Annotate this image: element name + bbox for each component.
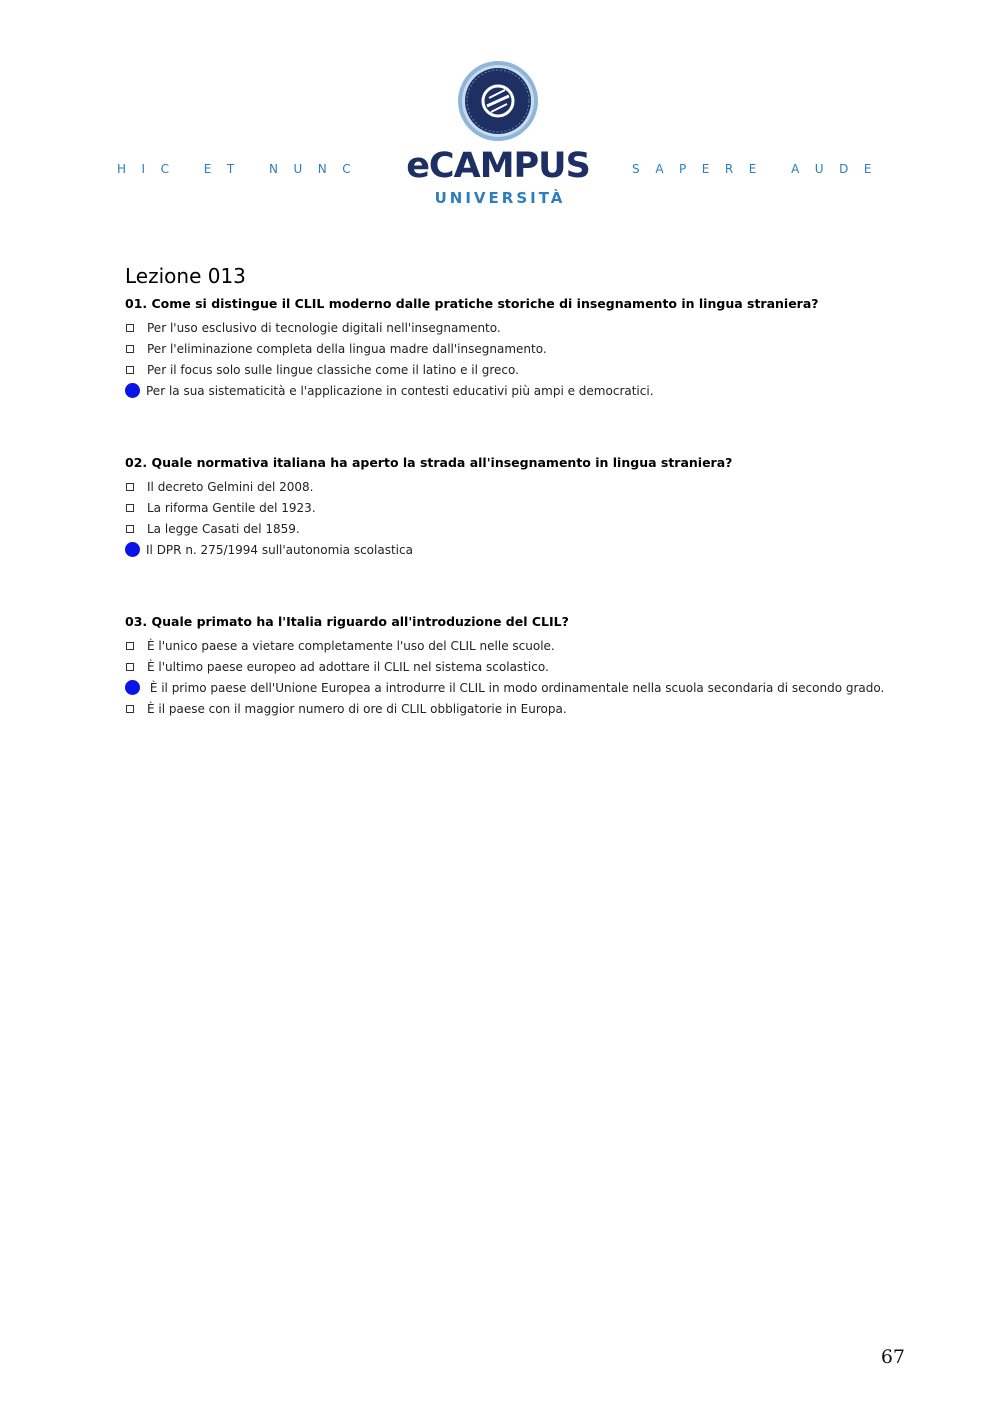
option-text: Il DPR n. 275/1994 sull'autonomia scolastica bbox=[146, 542, 413, 557]
checkbox-icon bbox=[126, 366, 134, 374]
option-text: È l'unico paese a vietare completamente l'uso del CLIL nelle scuole. bbox=[147, 638, 555, 653]
option-text: Per il focus solo sulle lingue classiche come il latino e il greco. bbox=[147, 362, 519, 377]
page-header bbox=[0, 0, 1000, 230]
answer-option bbox=[125, 338, 905, 359]
question-3 bbox=[125, 614, 905, 719]
option-text: Per l'uso esclusivo di tecnologie digitali nell'insegnamento. bbox=[147, 320, 501, 335]
checkbox-icon bbox=[126, 504, 134, 512]
brand-logo-text: eCAMPUS bbox=[406, 146, 590, 186]
correct-answer-dot-icon bbox=[125, 542, 140, 557]
answer-option bbox=[125, 656, 905, 677]
option-text: È il paese con il maggior numero di ore di CLIL obbligatorie in Europa. bbox=[147, 701, 567, 716]
checkbox-icon bbox=[126, 642, 134, 650]
question-2 bbox=[125, 455, 905, 560]
motto-left: HIC ET NUNC bbox=[117, 162, 367, 176]
checkbox-icon bbox=[126, 705, 134, 713]
question-text: 02. Quale normativa italiana ha aperto la strada all'insegnamento in lingua straniera? bbox=[125, 455, 733, 470]
option-text: Per l'eliminazione completa della lingua madre dall'insegnamento. bbox=[147, 341, 547, 356]
question-text: 03. Quale primato ha l'Italia riguardo all'introduzione del CLIL? bbox=[125, 614, 569, 629]
checkbox-icon bbox=[126, 663, 134, 671]
motto-right: SAPERE AUDE bbox=[632, 162, 887, 176]
option-text: È il primo paese dell'Unione Europea a introdurre il CLIL in modo ordinamentale nella scuola secondaria di secondo grado. bbox=[146, 680, 885, 695]
checkbox-icon bbox=[126, 345, 134, 353]
answer-option-correct bbox=[125, 677, 905, 698]
answer-option bbox=[125, 698, 905, 719]
answer-option bbox=[125, 359, 905, 380]
correct-answer-dot-icon bbox=[125, 383, 140, 398]
answer-option bbox=[125, 497, 905, 518]
checkbox-icon bbox=[126, 525, 134, 533]
checkbox-icon bbox=[126, 324, 134, 332]
lesson-content bbox=[125, 264, 905, 773]
correct-answer-dot-icon bbox=[125, 680, 140, 695]
checkbox-icon bbox=[126, 483, 134, 491]
option-text: La riforma Gentile del 1923. bbox=[147, 500, 316, 515]
answer-option bbox=[125, 476, 905, 497]
university-seal-logo bbox=[457, 60, 539, 142]
answer-option-correct bbox=[125, 539, 905, 560]
page-number: 67 bbox=[880, 1346, 905, 1368]
option-text: Per la sua sistematicità e l'applicazione in contesti educativi più ampi e democratici. bbox=[146, 383, 654, 398]
lesson-title: Lezione 013 bbox=[125, 264, 246, 288]
question-1 bbox=[125, 296, 905, 401]
option-text: È l'ultimo paese europeo ad adottare il CLIL nel sistema scolastico. bbox=[147, 659, 549, 674]
answer-option bbox=[125, 635, 905, 656]
brand-subtitle: UNIVERSITÀ bbox=[434, 189, 566, 207]
option-text: Il decreto Gelmini del 2008. bbox=[147, 479, 314, 494]
answer-option bbox=[125, 518, 905, 539]
option-text: La legge Casati del 1859. bbox=[147, 521, 300, 536]
question-text: 01. Come si distingue il CLIL moderno dalle pratiche storiche di insegnamento in lingua straniera? bbox=[125, 296, 819, 311]
answer-option bbox=[125, 317, 905, 338]
answer-option-correct bbox=[125, 380, 905, 401]
